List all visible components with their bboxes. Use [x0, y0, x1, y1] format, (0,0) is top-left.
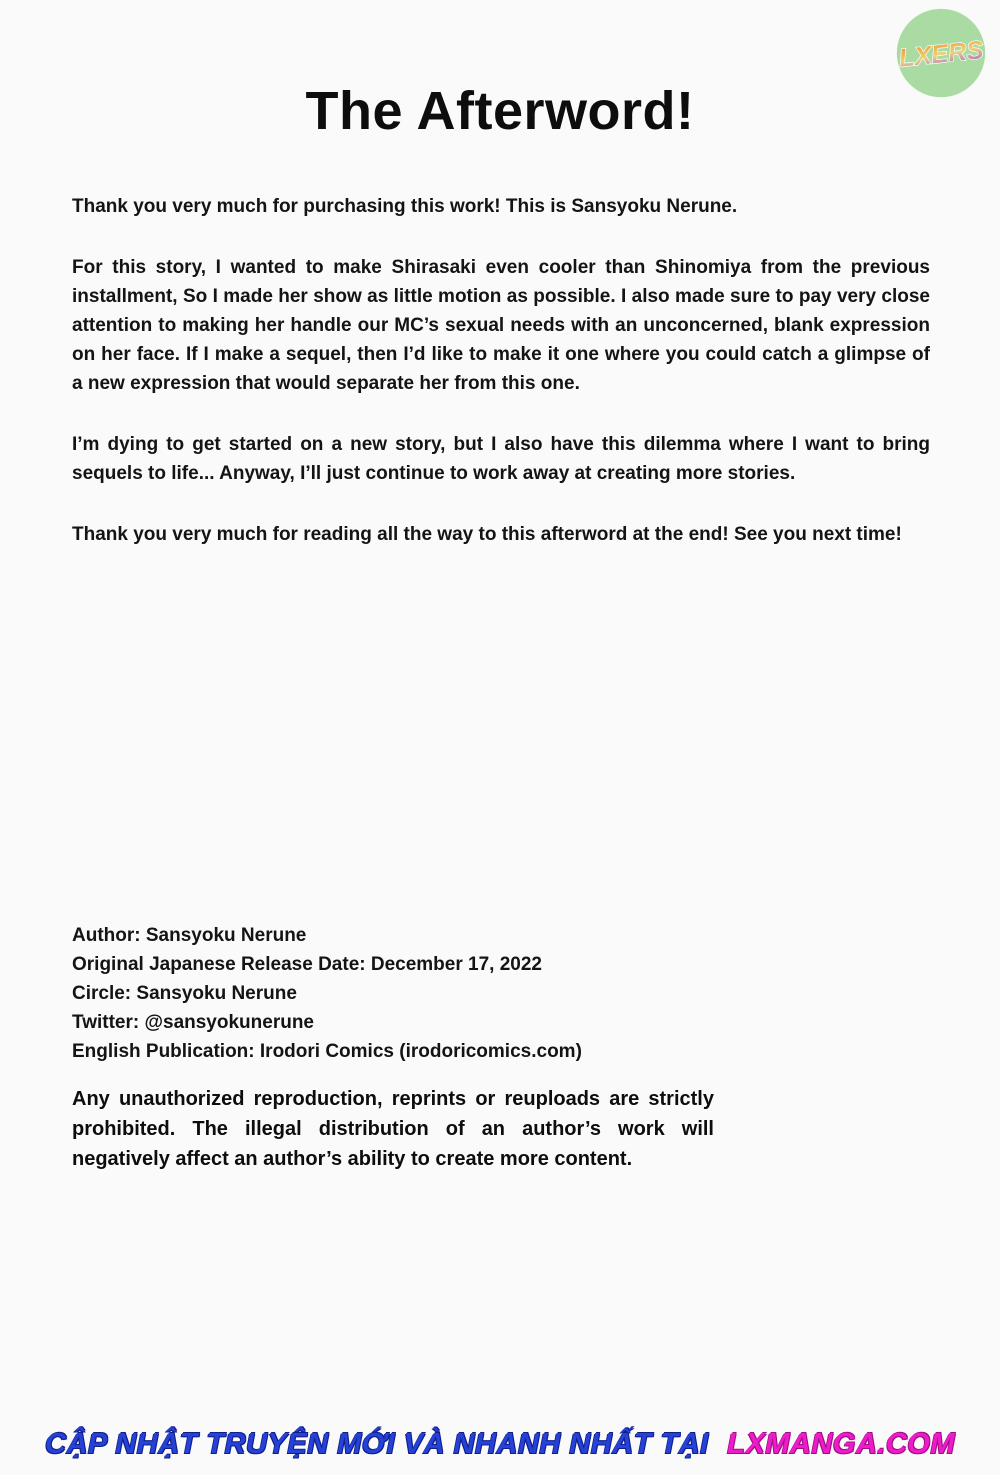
paragraph-thanks: Thank you very much for purchasing this work! This is Sansyoku Nerune.: [72, 196, 738, 217]
footer-site-link[interactable]: LXMANGA.COM: [727, 1428, 955, 1460]
footer-update-text: CẬP NHẬT TRUYỆN MỚI VÀ NHANH NHẤT TẠI: [45, 1428, 709, 1460]
paragraph-closing: Thank you very much for reading all the way to this afterword at the end! See you next time!: [72, 524, 902, 545]
lxers-logo-badge: [894, 6, 988, 100]
logo-text: LXERS: [897, 36, 985, 73]
body-text-column: [72, 192, 930, 1174]
credit-release-date: Original Japanese Release Date: December 17, 2022: [72, 954, 542, 975]
credit-publication: English Publication: Irodori Comics (irodoricomics.com): [72, 1041, 582, 1062]
credits-block: [72, 921, 930, 1066]
copyright-disclaimer: Any unauthorized reproduction, reprints or reuploads are strictly prohibited. The illegal distribution of an author’s work will negatively affect an author’s ability to create more content.: [72, 1088, 714, 1170]
lxers-logo: [894, 6, 988, 100]
credit-author: Author: Sansyoku Nerune: [72, 925, 307, 946]
paragraph-story-notes: For this story, I wanted to make Shirasaki even cooler than Shinomiya from the previous installment, So I made her show as little motion as possible. I also made sure to pay very close attention to making her handle our MC’s sexual needs with an unconcerned, blank expression on her face. If I make a sequel, then I’d like to make it one where you could catch a glimpse of a new expression that would separate her from this one.: [72, 257, 930, 394]
credit-twitter: Twitter: @sansyokunerune: [72, 1012, 314, 1033]
blank-space: [72, 549, 930, 921]
site-footer-banner: [0, 1428, 1000, 1461]
page-title: The Afterword!: [305, 81, 695, 141]
paragraph-dilemma: I’m dying to get started on a new story, but I also have this dilemma where I want to bring sequels to life... Anyway, I’ll just continue to work away at creating more stories.: [72, 434, 930, 484]
credit-circle: Circle: Sansyoku Nerune: [72, 983, 297, 1004]
